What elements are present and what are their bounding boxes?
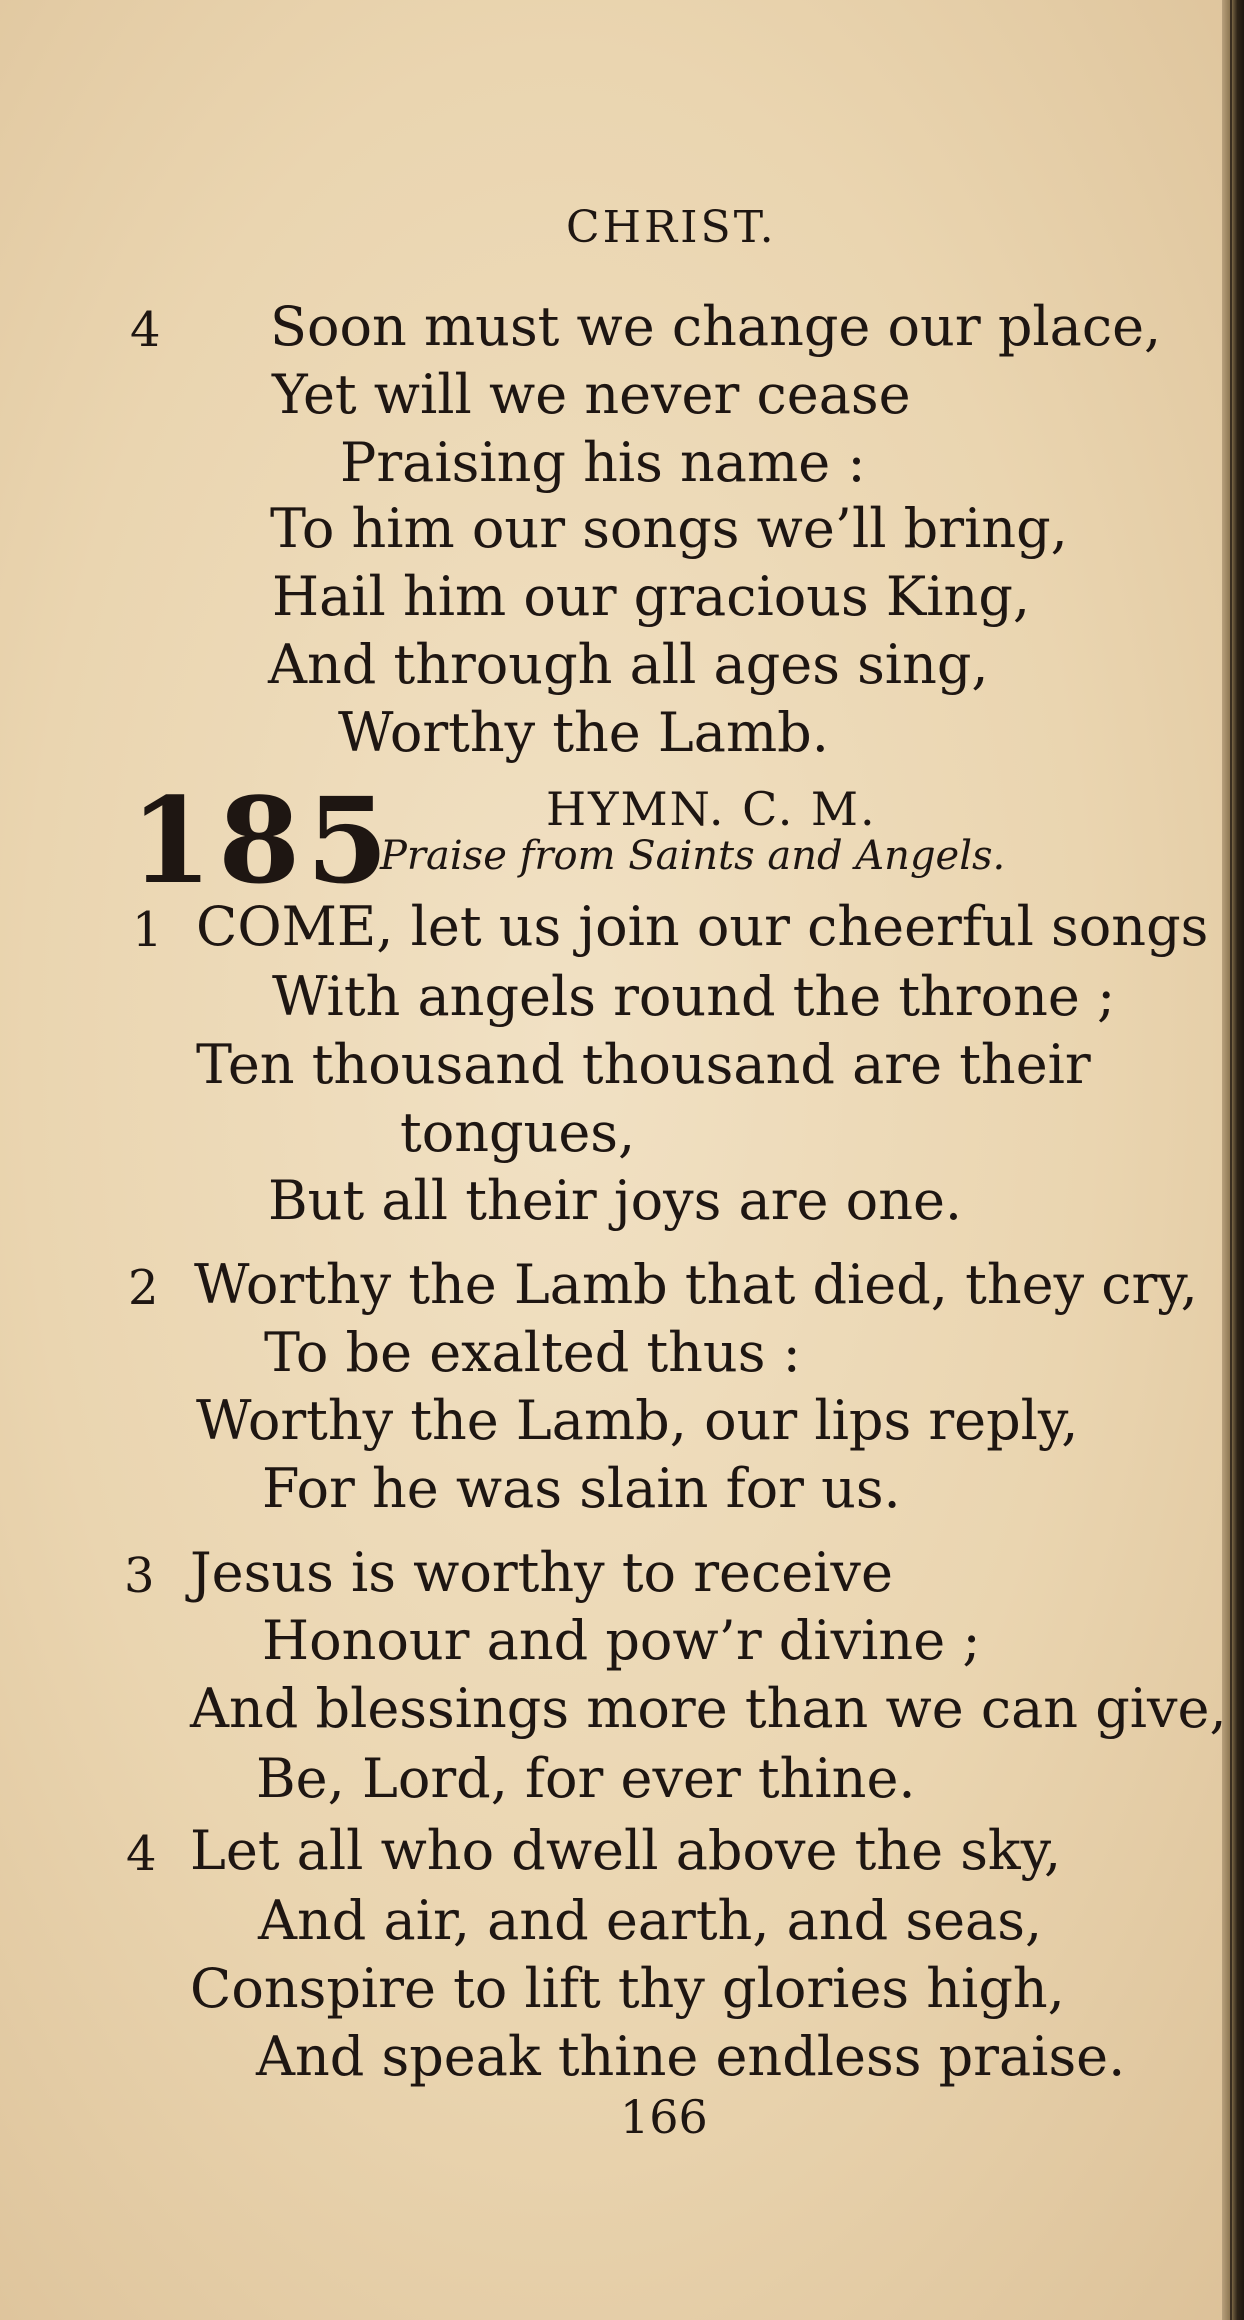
verse-line: Worthy the Lamb. bbox=[338, 701, 829, 764]
verse-line: But all their joys are one. bbox=[268, 1169, 963, 1232]
hymn-meter: HYMN. C. M. bbox=[546, 782, 877, 836]
verse-line: Jesus is worthy to receive bbox=[190, 1541, 893, 1604]
verse-line: Let all who dwell above the sky, bbox=[190, 1819, 1062, 1882]
verse-number: 3 bbox=[124, 1548, 155, 1604]
verse-line: Soon must we change our place, bbox=[270, 295, 1162, 358]
verse-line: tongues, bbox=[400, 1101, 636, 1164]
page-edge-line bbox=[1230, 0, 1232, 2320]
verse-number: 4 bbox=[130, 302, 161, 358]
hymn-number: 185 bbox=[130, 771, 395, 910]
verse-line: Honour and pow’r divine ; bbox=[262, 1609, 981, 1672]
verse-line: Praising his name : bbox=[340, 431, 866, 494]
verse-line: COME, let us join our cheerful songs bbox=[196, 895, 1209, 958]
verse-line: Ten thousand thousand are their bbox=[196, 1033, 1091, 1096]
verse-line: And air, and earth, and seas, bbox=[258, 1889, 1043, 1952]
page-number: 166 bbox=[620, 2090, 708, 2144]
running-head: CHRIST. bbox=[566, 202, 777, 253]
verse-line: Worthy the Lamb that died, they cry, bbox=[194, 1253, 1198, 1316]
verse-line: Yet will we never cease bbox=[272, 363, 911, 426]
verse-line: And blessings more than we can give, bbox=[190, 1677, 1227, 1740]
verse-line: And speak thine endless praise. bbox=[256, 2025, 1126, 2088]
verse-line: For he was slain for us. bbox=[262, 1457, 901, 1520]
hymn-subtitle: Praise from Saints and Angels. bbox=[380, 833, 1006, 879]
verse-line: Worthy the Lamb, our lips reply, bbox=[196, 1389, 1079, 1452]
verse-number: 4 bbox=[126, 1826, 157, 1882]
verse-line: Be, Lord, for ever thine. bbox=[256, 1747, 916, 1810]
verse-number: 2 bbox=[128, 1260, 159, 1316]
verse-line: Hail him our gracious King, bbox=[272, 565, 1031, 628]
page-edge bbox=[1222, 0, 1244, 2320]
verse-line: To be exalted thus : bbox=[264, 1321, 801, 1384]
verse-number: 1 bbox=[132, 902, 163, 958]
verse-line: Conspire to lift thy glories high, bbox=[190, 1957, 1065, 2020]
verse-line: With angels round the throne ; bbox=[272, 965, 1116, 1028]
verse-line: To him our songs we’ll bring, bbox=[270, 497, 1068, 560]
verse-line: And through all ages sing, bbox=[268, 633, 989, 696]
